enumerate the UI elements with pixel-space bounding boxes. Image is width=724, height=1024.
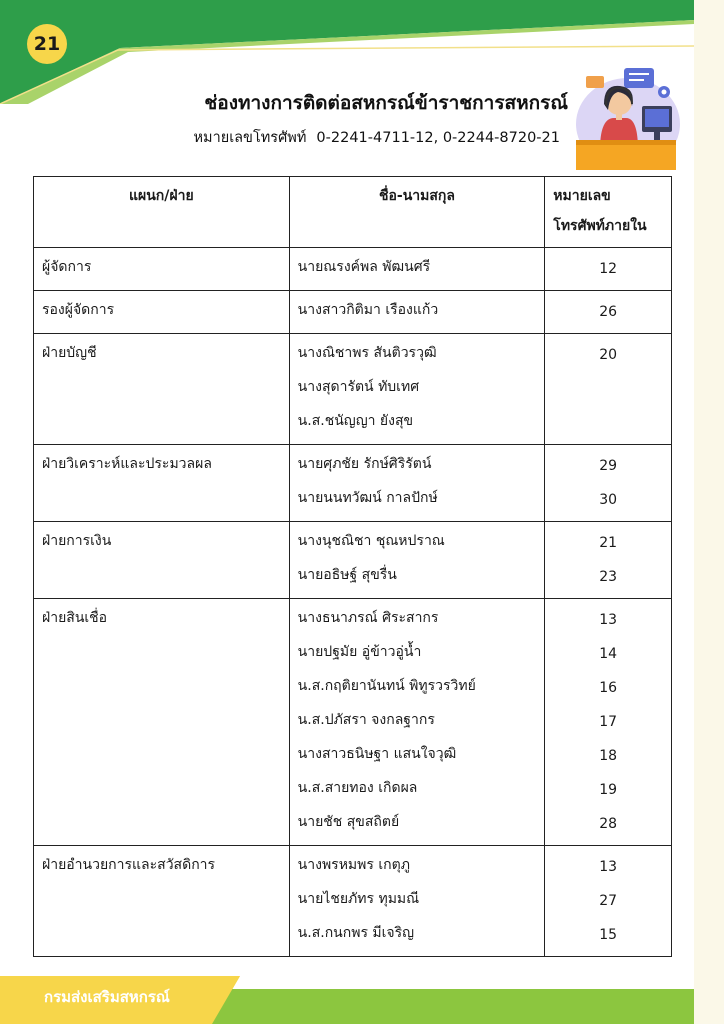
extension-number: 20 [599, 347, 618, 363]
extension-number: 30 [599, 492, 618, 508]
department-name: ฝ่ายการเงิน [42, 533, 112, 549]
staff-name: นายอธิษฐ์ สุขรื่น [297, 567, 397, 583]
extension-number: 17 [599, 714, 618, 730]
department-cell [34, 248, 290, 291]
staff-name: นางณิชาพร สันติวรวุฒิ [297, 345, 437, 361]
table-header-row [34, 177, 672, 248]
department-name: รองผู้จัดการ [42, 302, 115, 318]
extension-number: 15 [599, 927, 618, 943]
staff-name: น.ส.สายทอง เกิดผล [297, 780, 418, 796]
department-name: ผู้จัดการ [42, 259, 92, 275]
extension-cell [545, 445, 672, 522]
table-body [34, 248, 672, 957]
department-cell [34, 334, 290, 445]
extension-number [545, 406, 671, 440]
extension-number: 12 [599, 261, 618, 277]
staff-name: นายไชยภัทร ทุมมณี [297, 891, 420, 907]
table-row [34, 599, 672, 846]
table-row [34, 522, 672, 599]
extension-number: 19 [599, 782, 618, 798]
name-cell [289, 445, 545, 522]
staff-name: นายชัช สุขสถิตย์ [297, 814, 400, 830]
extension-cell [545, 248, 672, 291]
extension-cell [545, 846, 672, 957]
header-name: ชื่อ-นามสกุล [289, 177, 545, 248]
extension-cell [545, 599, 672, 846]
staff-name: น.ส.กฤติยานันทน์ พิทูรวรวิทย์ [297, 678, 476, 694]
staff-name: นางธนาภรณ์ ศิระสากร [297, 610, 439, 626]
staff-name: นางพรหมพร เกตุภู [297, 857, 410, 873]
staff-name: นายปฐมัย อู่ข้าวอู่น้ำ [297, 644, 422, 660]
footer-organization: กรมส่งเสริมสหกรณ์ [44, 988, 170, 1006]
department-cell [34, 291, 290, 334]
table-row [34, 334, 672, 445]
staff-name: นายศุภชัย รักษ์ศิริรัตน์ [297, 456, 432, 472]
extension-cell [545, 522, 672, 599]
header-extension-line1: หมายเลข [553, 188, 611, 204]
phone-value: 0-2241-4711-12, 0-2244-8720-21 [316, 130, 560, 146]
name-cell [289, 846, 545, 957]
staff-name: น.ส.ปภัสรา จงกลฐากร [297, 712, 435, 728]
name-cell [289, 522, 545, 599]
page-title: ช่องทางการติดต่อสหกรณ์ข้าราชการสหกรณ์ [204, 92, 568, 114]
header-department: แผนก/ฝ่าย [34, 177, 290, 248]
extension-number: 28 [599, 816, 618, 832]
extension-cell [545, 291, 672, 334]
staff-name: นางสาวกิติมา เรืองแก้ว [297, 302, 439, 318]
extension-number: 26 [599, 304, 618, 320]
extension-number: 14 [599, 646, 618, 662]
staff-name: นางนุชณิชา ชุณหปราณ [297, 533, 445, 549]
table-row [34, 846, 672, 957]
staff-name: นางสุดารัตน์ ทับเทศ [297, 379, 420, 395]
header-extension-line2: โทรศัพท์ภายใน [553, 218, 647, 234]
staff-name: นายณรงค์พล พัฒนศรี [297, 259, 431, 275]
staff-name: น.ส.กนกพร มีเจริญ [297, 925, 415, 941]
department-name: ฝ่ายอำนวยการและสวัสดิการ [42, 857, 216, 873]
name-cell [289, 291, 545, 334]
page-number-badge: 21 [27, 24, 67, 64]
extension-number: 18 [599, 748, 618, 764]
department-name: ฝ่ายวิเคราะห์และประมวลผล [42, 456, 212, 472]
extension-number [545, 372, 671, 406]
phone-label: หมายเลขโทรศัพท์ [193, 130, 307, 146]
header-extension [545, 177, 672, 248]
table-row [34, 248, 672, 291]
contact-table [33, 176, 672, 957]
table-row [34, 291, 672, 334]
department-cell [34, 599, 290, 846]
extension-number: 16 [599, 680, 618, 696]
page-edge-strip [694, 0, 724, 1024]
extension-number: 23 [599, 569, 618, 585]
staff-name: นางสาวธนิษฐา แสนใจวุฒิ [297, 746, 457, 762]
extension-cell [545, 334, 672, 445]
staff-name: นายนนทวัฒน์ กาลปักษ์ [297, 490, 438, 506]
extension-number: 29 [599, 458, 618, 474]
phone-numbers [110, 126, 560, 149]
extension-number: 13 [599, 859, 618, 875]
department-cell [34, 522, 290, 599]
staff-name: น.ส.ชนัญญา ยังสุข [297, 413, 414, 429]
extension-number: 13 [599, 612, 618, 628]
call-center-agent-icon [566, 62, 680, 174]
name-cell [289, 334, 545, 445]
table-row [34, 445, 672, 522]
department-cell [34, 445, 290, 522]
extension-number: 21 [599, 535, 618, 551]
name-cell [289, 248, 545, 291]
department-cell [34, 846, 290, 957]
name-cell [289, 599, 545, 846]
department-name: ฝ่ายสินเชื่อ [42, 610, 108, 626]
department-name: ฝ่ายบัญชี [42, 345, 97, 361]
extension-number: 27 [599, 893, 618, 909]
